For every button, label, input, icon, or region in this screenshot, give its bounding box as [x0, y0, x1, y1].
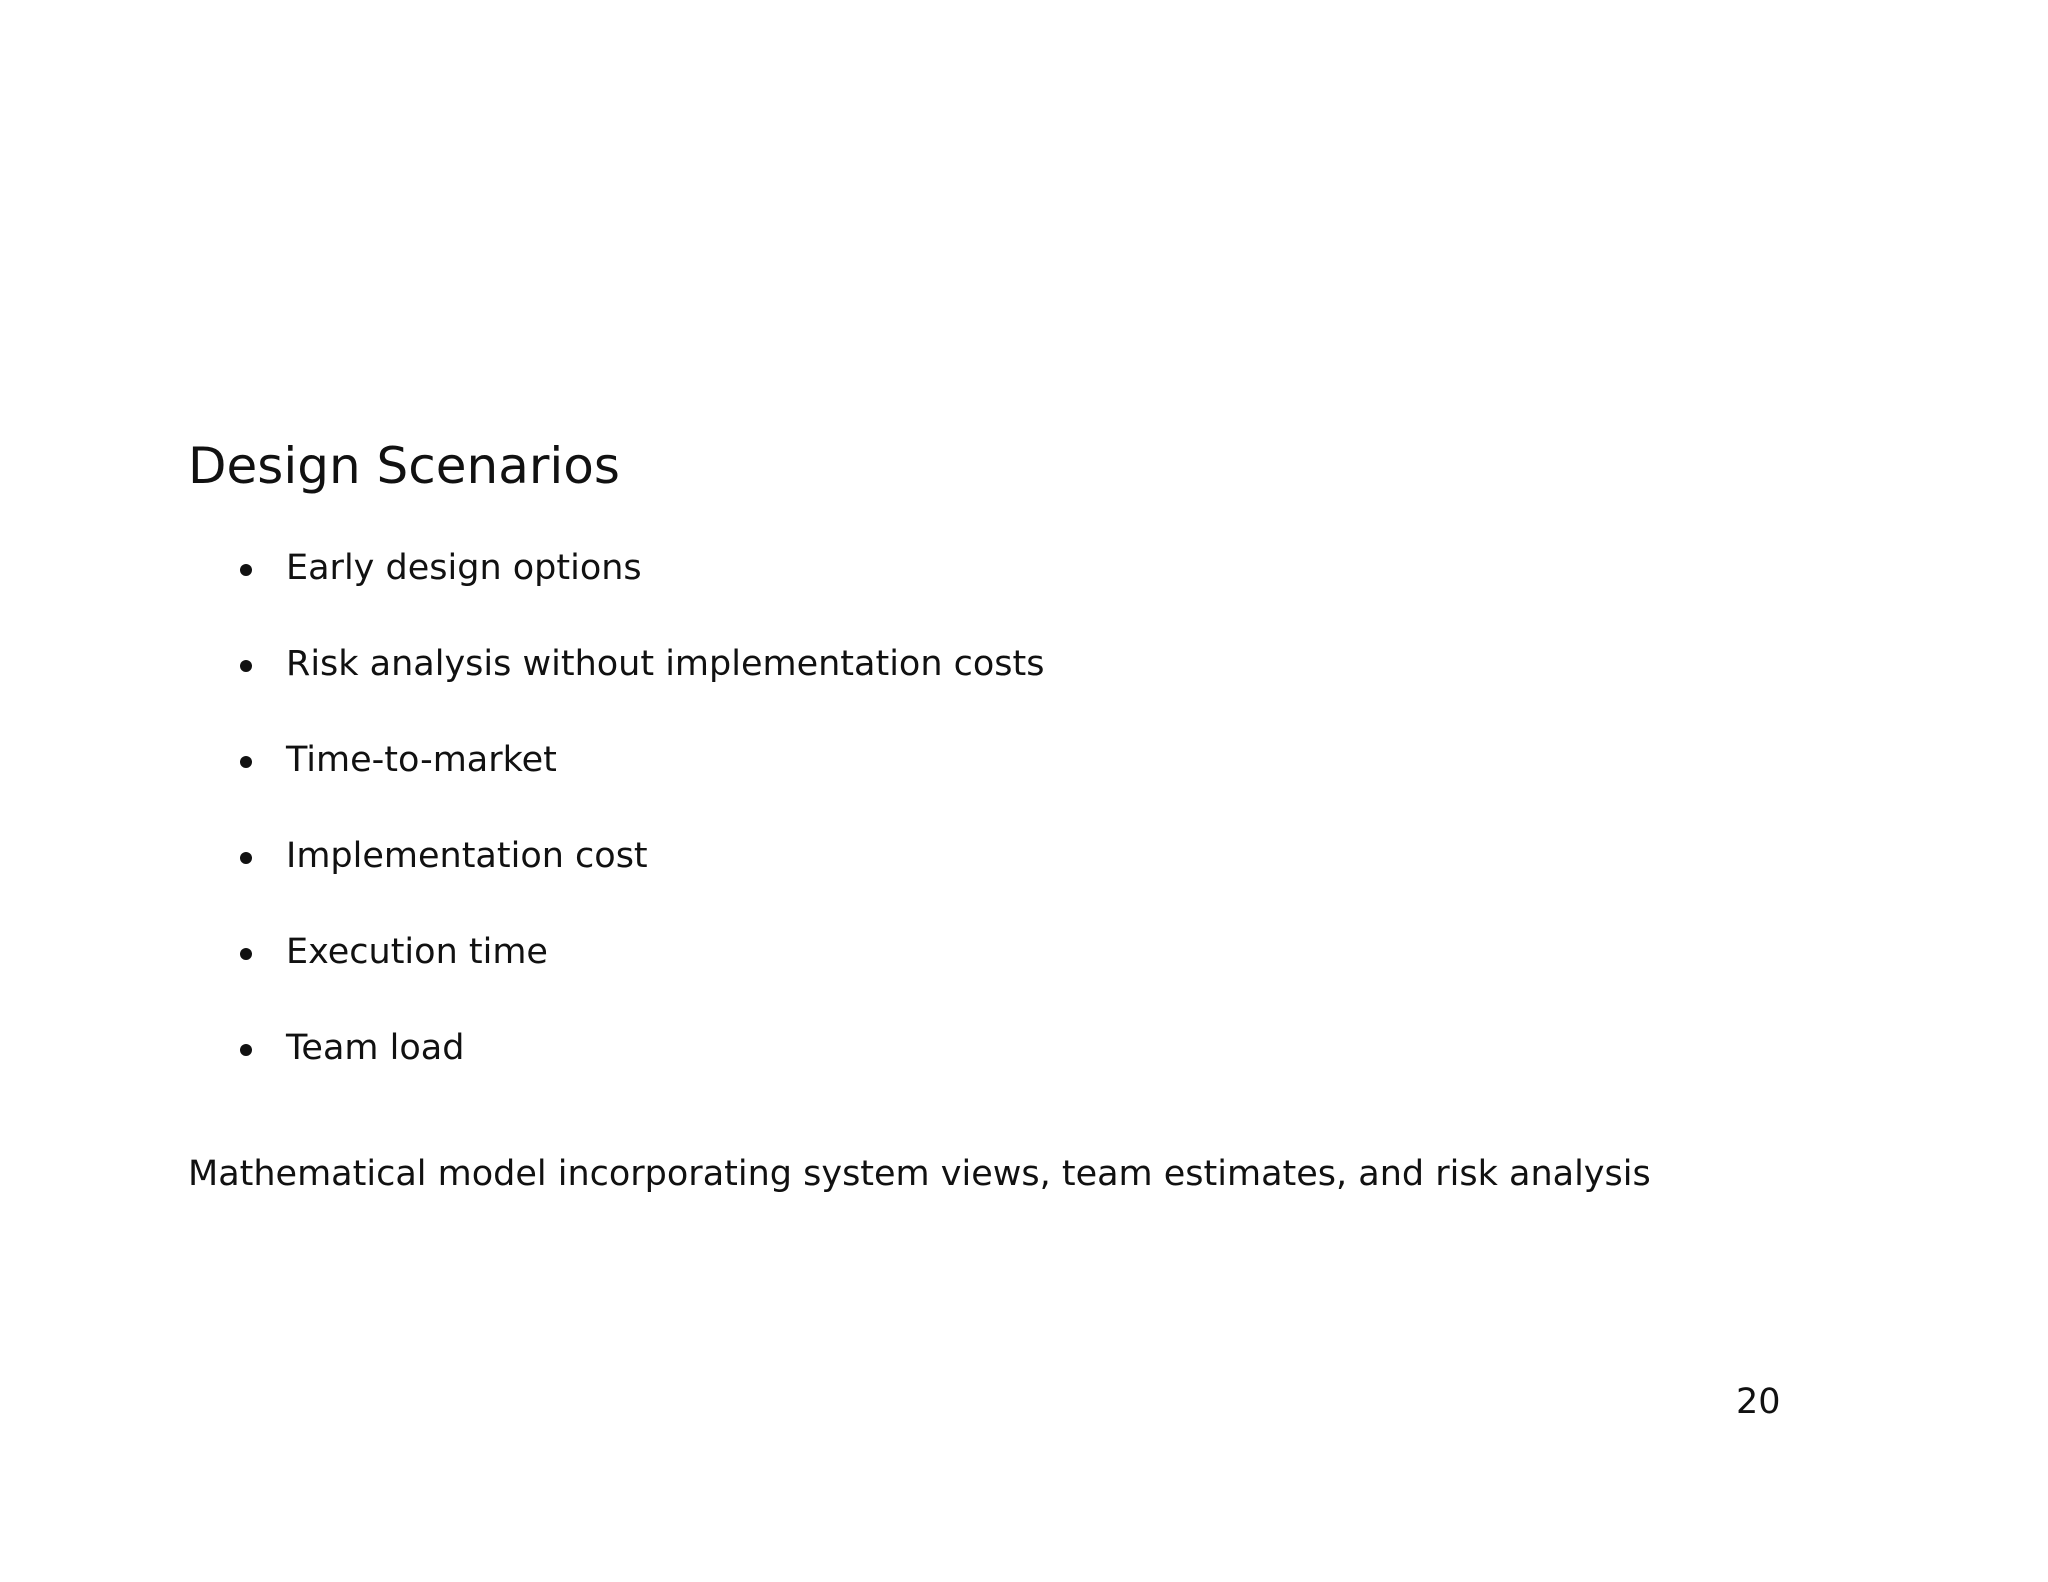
bullet-text: Early design options: [286, 548, 642, 588]
bullet-text: Execution time: [286, 932, 548, 972]
bullet-text: Time-to-market: [286, 740, 557, 780]
bullet-text: Team load: [286, 1028, 465, 1068]
slide-title: Design Scenarios: [188, 437, 620, 495]
bullet-icon: [240, 564, 252, 576]
bullet-text: Risk analysis without implementation costs: [286, 644, 1045, 684]
bullet-icon: [240, 852, 252, 864]
bullet-icon: [240, 1044, 252, 1056]
bullet-text: Implementation cost: [286, 836, 648, 876]
page-number: 20: [1736, 1382, 1781, 1422]
bullet-icon: [240, 756, 252, 768]
summary-text: Mathematical model incorporating system views, team estimates, and risk analysis: [188, 1154, 1651, 1194]
bullet-icon: [240, 948, 252, 960]
bullet-icon: [240, 660, 252, 672]
